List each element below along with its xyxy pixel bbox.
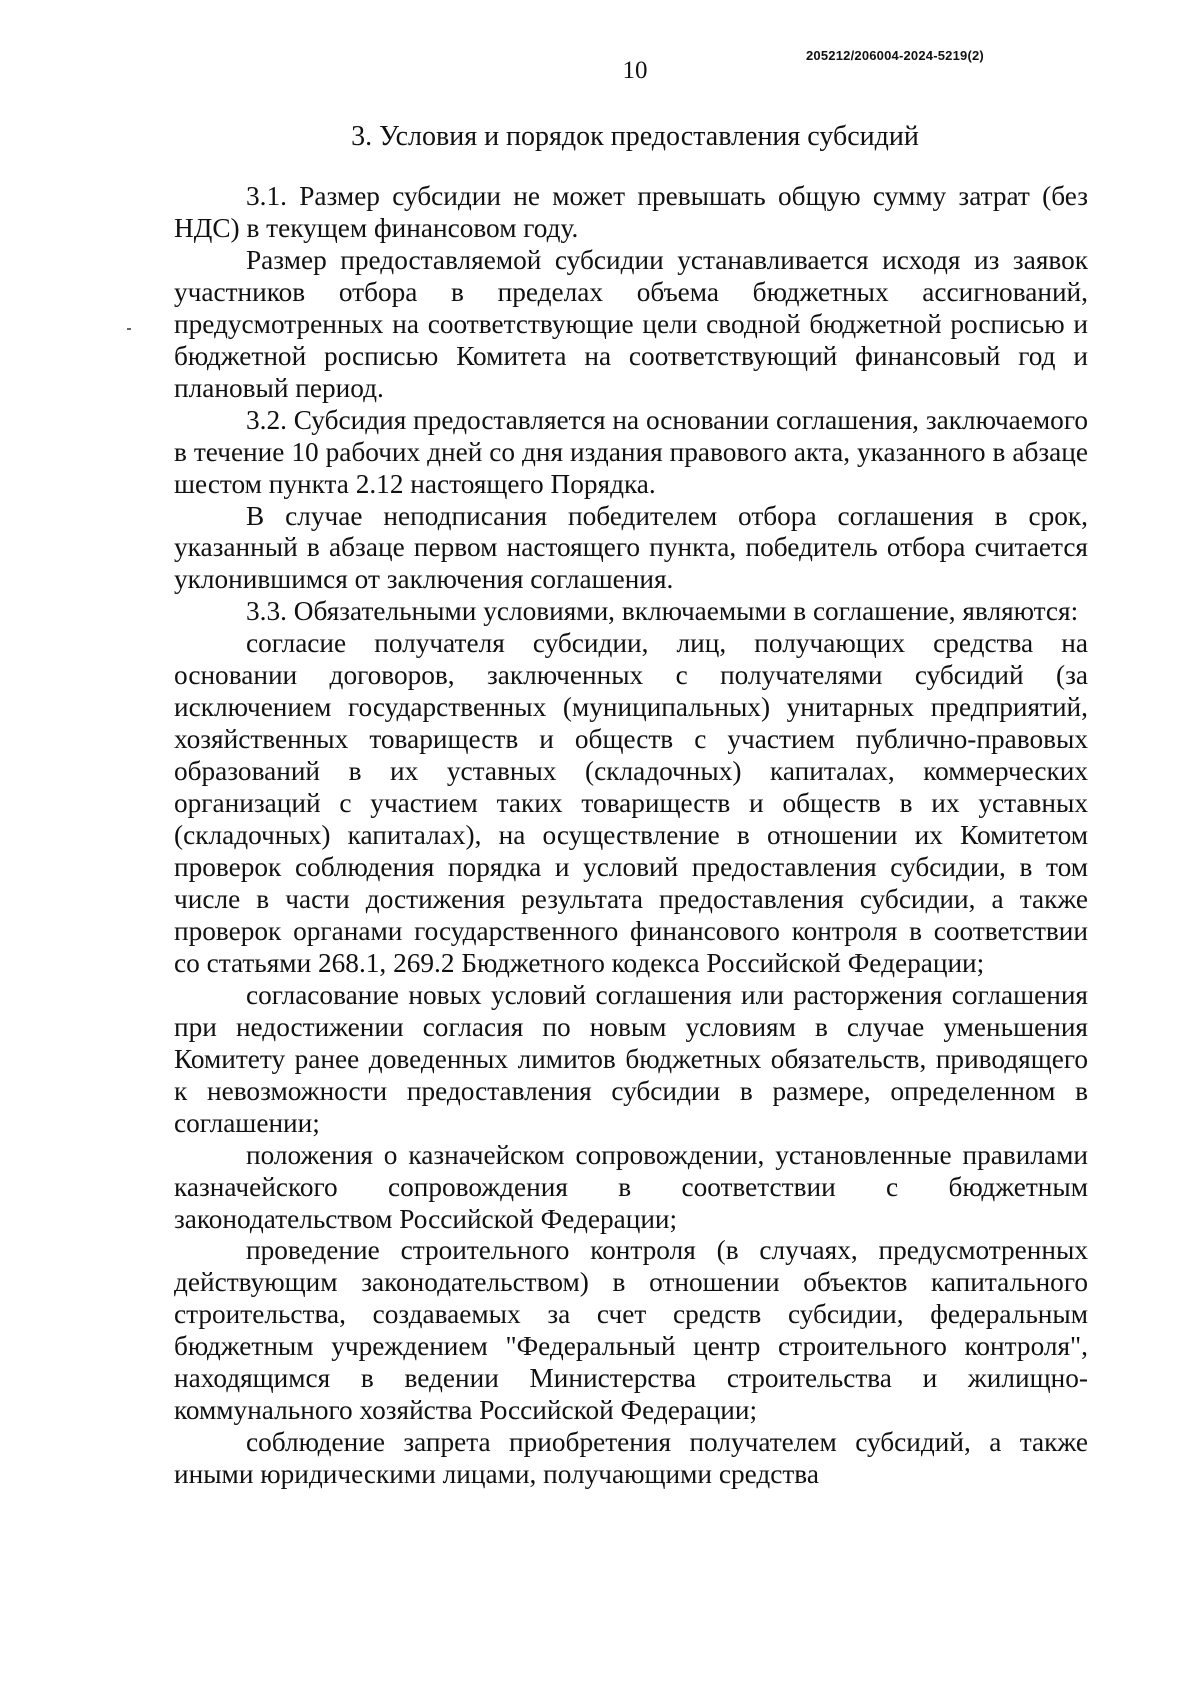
paragraph: 3.1. Размер субсидии не может превышать общую сумму затрат (без НДС) в текущем финансовом году. (174, 181, 1088, 243)
page-number: 10 (622, 57, 648, 84)
paragraph: проведение строительного контроля (в случаях, предусмотренных действующим законодательством) в отношении объектов капитального строительства, создаваемых за счет средств субсидии, федеральным бюджетным учреждением "Федеральный центр строительного контроля", находящимся в ведении Министерства строительства и жилищно-коммунального хозяйства Российской Федерации; (174, 1235, 1088, 1426)
paragraph: Размер предоставляемой субсидии устанавливается исходя из заявок участников отбора в пределах объема бюджетных ассигнований, предусмотренных на соответствующие цели сводной бюджетной росписью и бюджетной росписью Комитета на соответствующий финансовый год и плановый период. (174, 244, 1088, 403)
scan-mark (127, 328, 131, 330)
paragraph: согласование новых условий соглашения или расторжения соглашения при недостижении согласия по новым условиям в случае уменьшения Комитету ранее доведенных лимитов бюджетных обязательств, приводящего к невозможности предоставления субсидии в размере, определенном в соглашении; (174, 979, 1088, 1138)
paragraph: 3.3. Обязательными условиями, включаемыми в соглашение, являются: (246, 596, 1079, 627)
paragraph: положения о казначейском сопровождении, установленные правилами казначейского сопровождения в соответствии с бюджетным законодательством Российской Федерации; (174, 1139, 1088, 1234)
paragraph: 3.2. Субсидия предоставляется на основании соглашения, заключаемого в течение 10 рабочих дней со дня издания правового акта, указанного в абзаце шестом пункта 2.12 настоящего Порядка. (174, 404, 1088, 499)
section-title: 3. Условия и порядок предоставления субсидий (351, 121, 919, 152)
paragraph: В случае неподписания победителем отбора соглашения в срок, указанный в абзаце первом настоящего пункта, победитель отбора считается уклонившимся от заключения соглашения. (174, 500, 1088, 595)
paragraph: соблюдение запрета приобретения получателем субсидий, а также иными юридическими лицами, получающими средства (174, 1427, 1088, 1490)
document-body (174, 181, 1088, 1491)
paragraph: согласие получателя субсидии, лиц, получающих средства на основании договоров, заключенных с получателями субсидий (за исключением государственных (муниципальных) унитарных предприятий, хозяйственных товариществ и обществ с участием публично-правовых образований в их уставных (складочных) капиталах, коммерческих организаций с участием таких товариществ и обществ в их уставных (складочных) капиталах), на осуществление в отношении их Комитетом проверок соблюдения порядка и условий предоставления субсидии, в том числе в части достижения результата предоставления субсидии, а также проверок органами государственного финансового контроля в соответствии со статьями 268.1, 269.2 Бюджетного кодекса Российской Федерации; (174, 628, 1088, 978)
document-id: 205212/206004-2024-5219(2) (806, 48, 984, 63)
